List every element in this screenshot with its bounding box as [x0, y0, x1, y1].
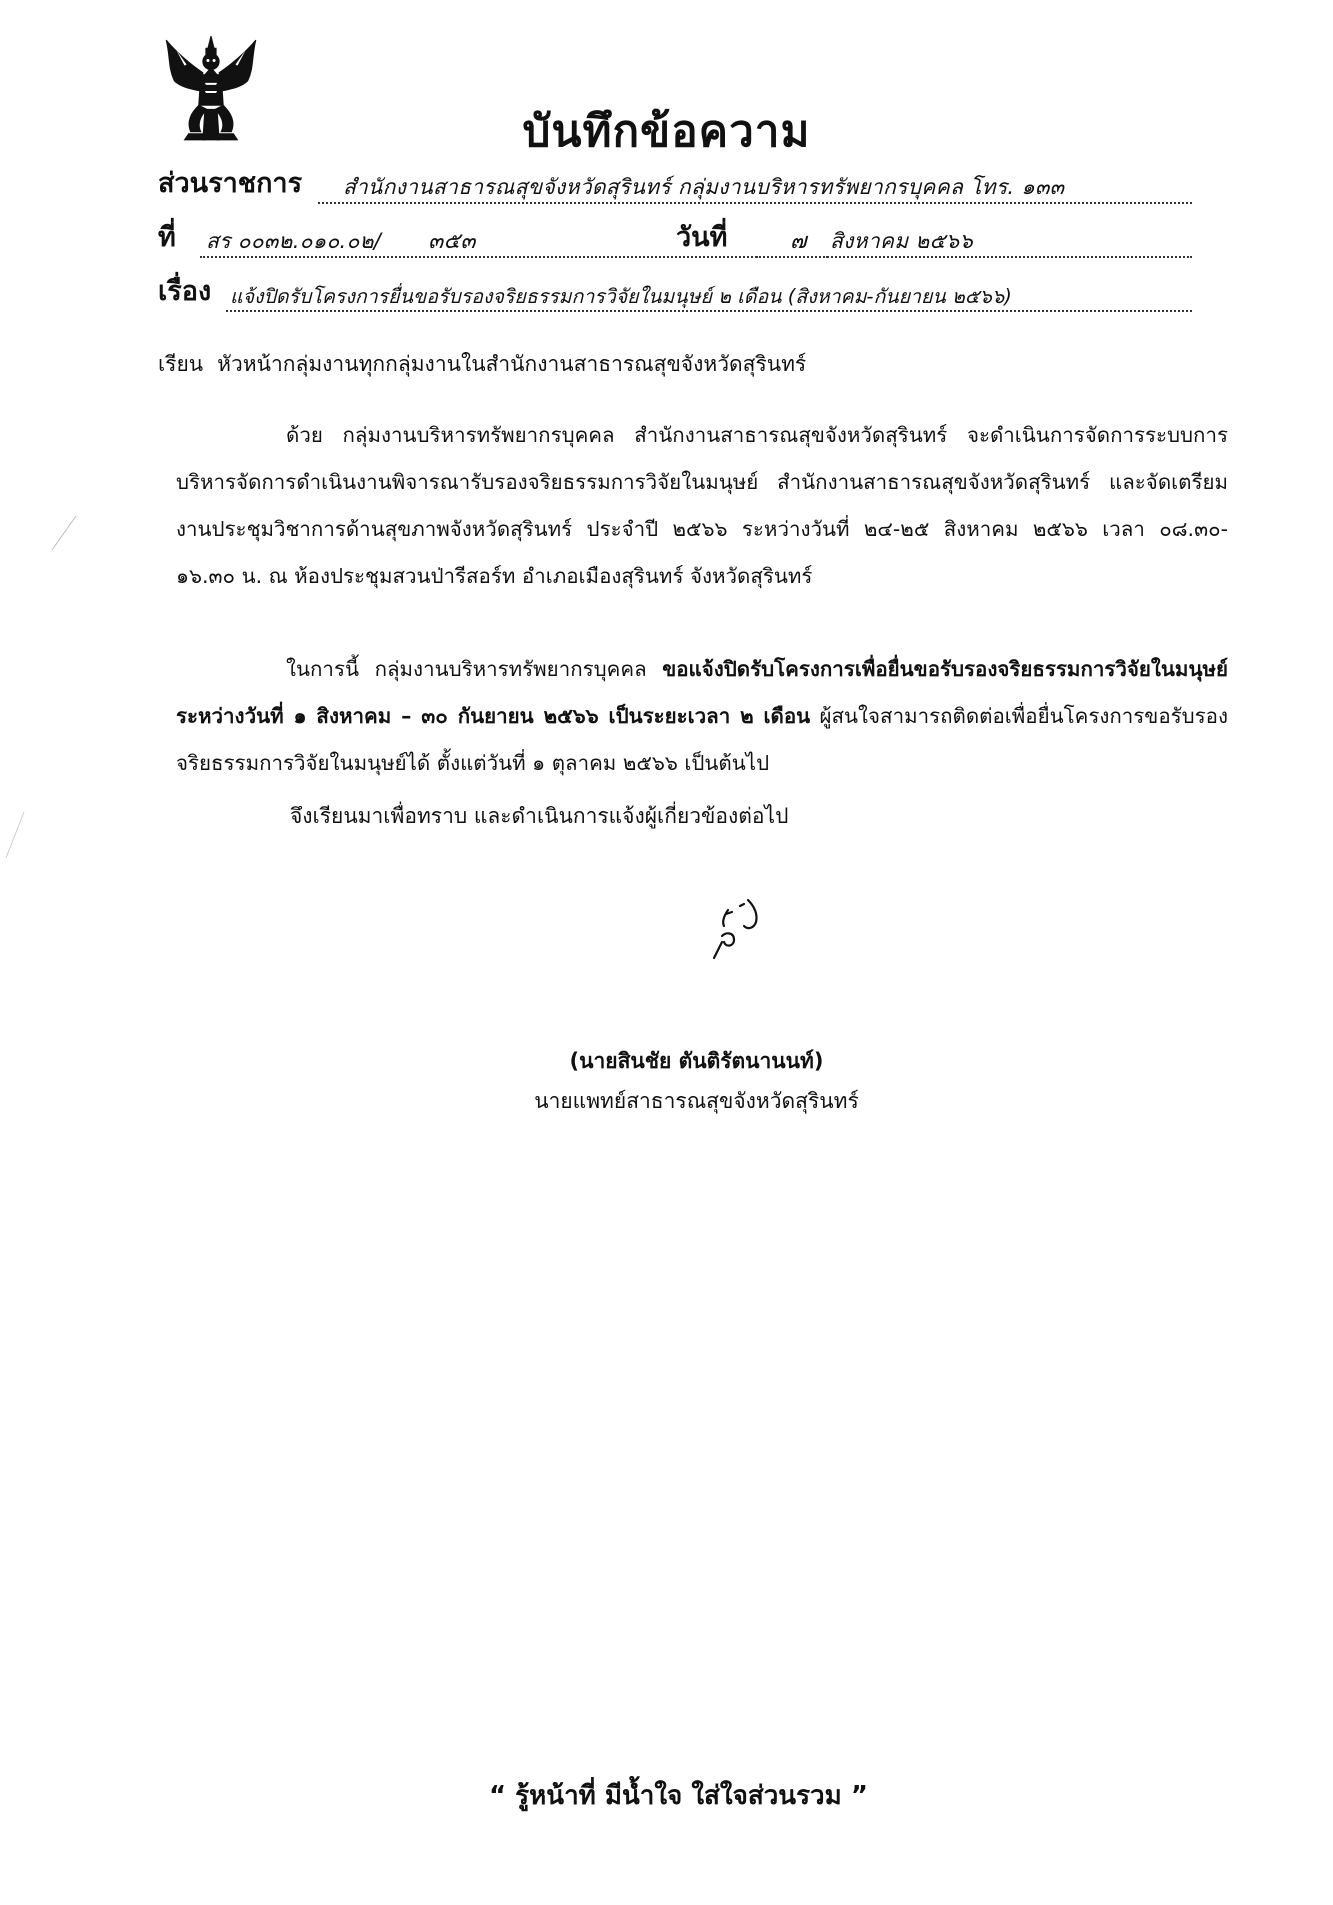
handwritten-signature — [700, 892, 790, 962]
paragraph-2-lead: ในการนี้ กลุ่มงานบริหารทรัพยากรบุคคล — [286, 657, 663, 681]
reference-row — [158, 222, 1192, 262]
paragraph-2-emphasis: ขอแจ้งปิดรับโครงการเพื่อยื่นขอรับรองจริยธรรมการวิจัยในมนุษย์ ระหว่างวันที่ ๑ สิงหาคม – ๓๐ กันยายน ๒๕๖๖ เป็นระยะเวลา ๒ เดือน — [176, 657, 1228, 728]
reference-value — [206, 223, 476, 258]
paragraph-2-tail: ผู้สนใจสามารถติดต่อเพื่อยื่นโครงการขอรับรองจริยธรรมการวิจัยในมนุษย์ได้ ตั้งแต่วันที่ ๑ ตุลาคม ๒๕๖๖ เป็นต้นไป — [176, 704, 1228, 775]
body-paragraph-2 — [176, 646, 1228, 787]
date-day: ๗ — [790, 229, 807, 254]
signer-name: (นายสินชัย ตันติรัตนานนท์) — [569, 1049, 824, 1073]
date-dotted-line — [756, 256, 1192, 258]
reference-label: ที่ — [158, 222, 176, 253]
salutation-value: หัวหน้ากลุ่มงานทุกกลุ่มงานในสำนักงานสาธารณสุขจังหวัดสุรินทร์ — [217, 352, 807, 376]
scan-mark-1 — [50, 512, 80, 552]
date-label: วันที่ — [676, 222, 728, 253]
closing-line: จึงเรียนมาเพื่อทราบ และดำเนินการแจ้งผู้เกี่ยวข้องต่อไป — [290, 804, 789, 828]
agency-label: ส่วนราชการ — [158, 168, 303, 199]
subject-label: เรื่อง — [158, 276, 212, 307]
subject-row — [158, 276, 1192, 316]
date-value: สิงหาคม ๒๕๖๖ — [830, 229, 973, 253]
subject-value: แจ้งปิดรับโครงการยื่นขอรับรองจริยธรรมการวิจัยในมนุษย์ ๒ เดือน (สิงหาคม-กันยายน ๒๕๖๖) — [230, 285, 1012, 308]
office-motto: “ รู้หน้าที่ มีน้ำใจ ใส่ใจส่วนรวม ” — [489, 1781, 868, 1811]
reference-number: สร ๐๐๓๒.๐๑๐.๐๒/ — [206, 229, 389, 253]
agency-row — [158, 168, 1192, 208]
signer-position: นายแพทย์สาธารณสุขจังหวัดสุรินทร์ — [534, 1089, 859, 1113]
salutation-label: เรียน — [158, 352, 204, 376]
salutation — [158, 348, 806, 381]
scan-mark-2 — [4, 810, 28, 860]
body-paragraph-1: ด้วย กลุ่มงานบริหารทรัพยากรบุคคล สำนักงานสาธารณสุขจังหวัดสุรินทร์ จะดำเนินการจัดการระบบการบริหารจัดการดำเนินงานพิจารณารับรองจริยธรรมการวิจัยในมนุษย์ สำนักงานสาธารณสุขจังหวัดสุรินทร์ และจัดเตรียมงานประชุมวิชาการด้านสุขภาพจังหวัดสุรินทร์ ประจำปี ๒๕๖๖ ระหว่างวันที่ ๒๔-๒๕ สิงหาคม ๒๕๖๖ เวลา ๐๘.๓๐- ๑๖.๓๐ น. ณ ห้องประชุมสวนป่ารีสอร์ท อำเภอเมืองสุรินทร์ จังหวัดสุรินทร์ — [176, 423, 1228, 588]
memo-title: บันทึกข้อความ — [522, 106, 811, 157]
agency-value: สำนักงานสาธารณสุขจังหวัดสุรินทร์ กลุ่มงานบริหารทรัพยากรบุคคล โทร. ๑๓๓ — [343, 175, 1065, 199]
reference-handwritten: ๓๕๓ — [428, 229, 476, 254]
